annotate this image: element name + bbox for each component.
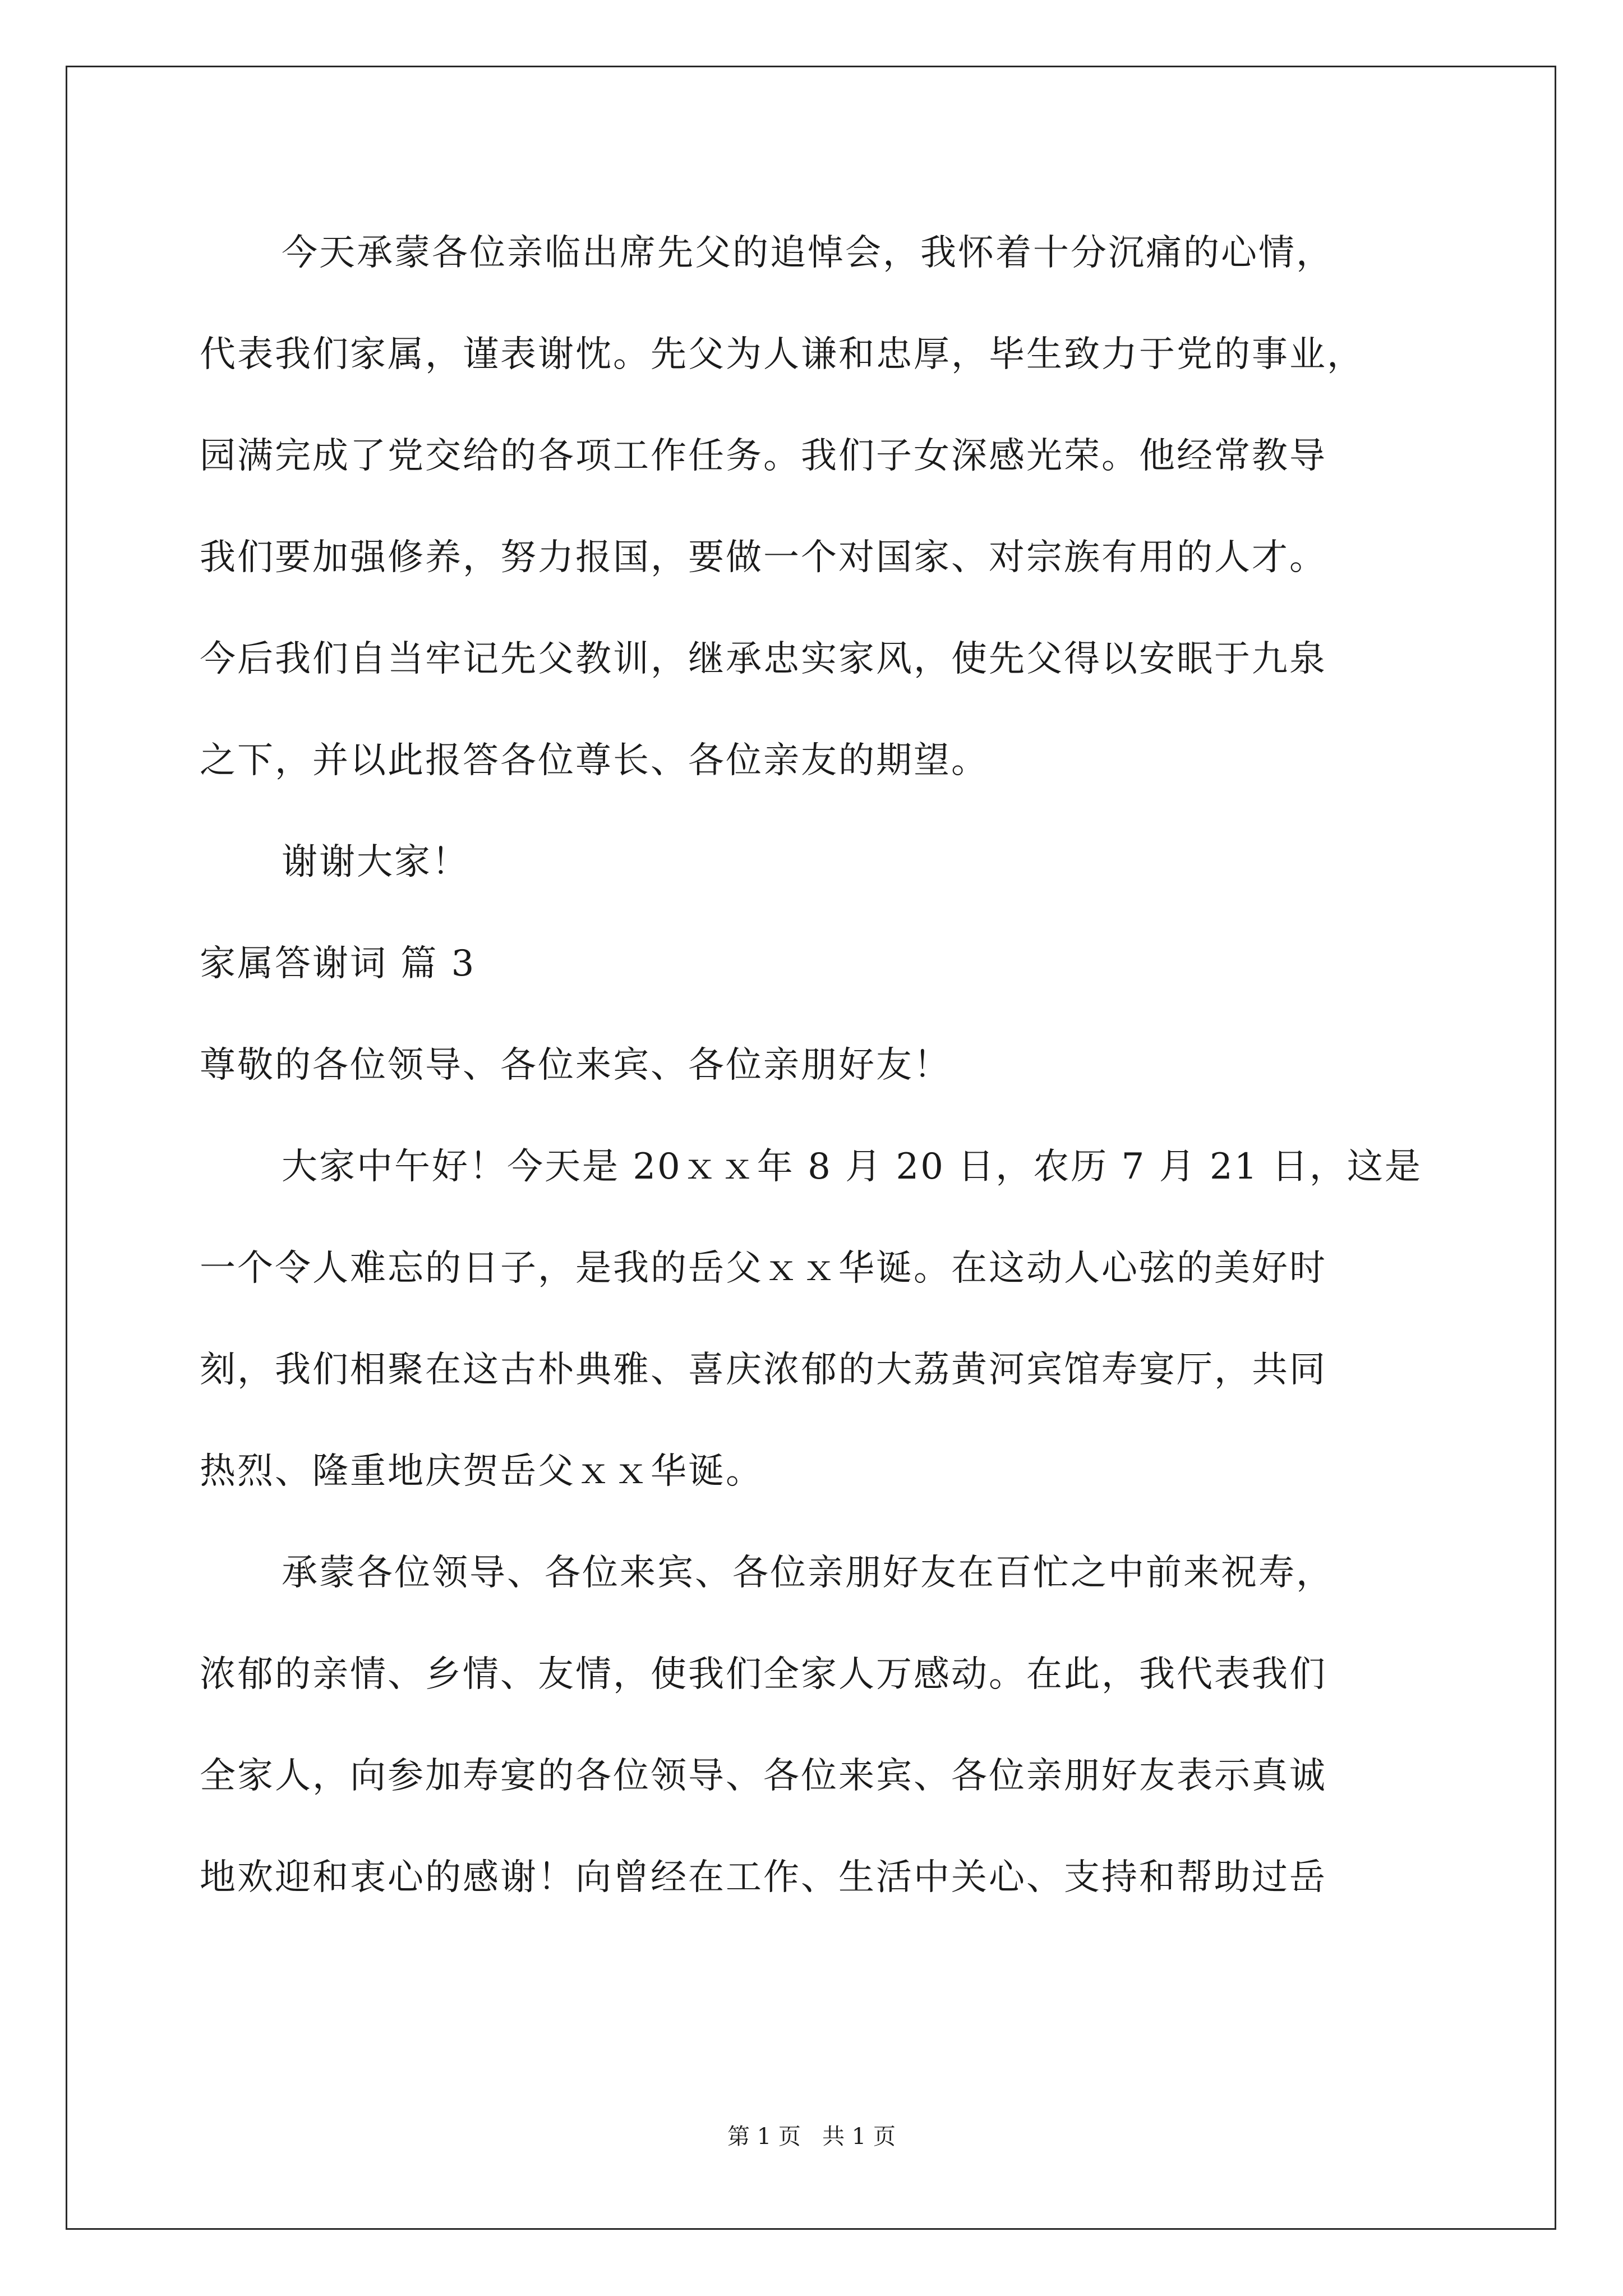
- paragraph-line: 浓郁的亲情、乡情、友情，使我们全家人万感动。在此，我代表我们: [200, 1654, 1327, 1695]
- paragraph-line: 地欢迎和衷心的感谢！向曾经在工作、生活中关心、支持和帮助过岳: [200, 1857, 1327, 1898]
- section-heading: 家属答谢词 篇 3: [200, 943, 476, 984]
- paragraph-line: 一个令人难忘的日子，是我的岳父ｘｘ华诞。在这动人心弦的美好时: [200, 1248, 1327, 1289]
- paragraph-line: 我们要加强修养，努力报国，要做一个对国家、对宗族有用的人才。: [200, 537, 1327, 578]
- paragraph-line: 承蒙各位领导、各位来宾、各位亲朋好友在百忙之中前来祝寿，: [282, 1552, 1334, 1594]
- paragraph-line: 园满完成了党交给的各项工作任务。我们子女深感光荣。他经常教导: [200, 435, 1327, 477]
- page-footer: 第 1 页 共 1 页: [727, 2124, 896, 2150]
- closing-line: 谢谢大家！: [282, 841, 469, 883]
- document-body: [200, 203, 1428, 1929]
- paragraph-line: 热烈、隆重地庆贺岳父ｘｘ华诞。: [200, 1451, 763, 1492]
- paragraph-line: 今天承蒙各位亲临出席先父的追悼会，我怀着十分沉痛的心情，: [282, 232, 1334, 274]
- paragraph-line: 大家中午好！今天是 20ｘｘ年 8 月 20 日，农历 7 月 21 日，这是: [282, 1146, 1422, 1188]
- paragraph-line: 代表我们家属，谨表谢忱。先父为人谦和忠厚，毕生致力于党的事业，: [200, 334, 1364, 375]
- salutation-line: 尊敬的各位领导、各位来宾、各位亲朋好友！: [200, 1045, 951, 1086]
- paragraph-line: 之下，并以此报答各位尊长、各位亲友的期望。: [200, 740, 989, 781]
- paragraph-line: 刻，我们相聚在这古朴典雅、喜庆浓郁的大荔黄河宾馆寿宴厅，共同: [200, 1349, 1327, 1391]
- paragraph-line: 全家人，向参加寿宴的各位领导、各位来宾、各位亲朋好友表示真诚: [200, 1755, 1327, 1797]
- paragraph-line: 今后我们自当牢记先父教训，继承忠实家风，使先父得以安眠于九泉: [200, 638, 1327, 680]
